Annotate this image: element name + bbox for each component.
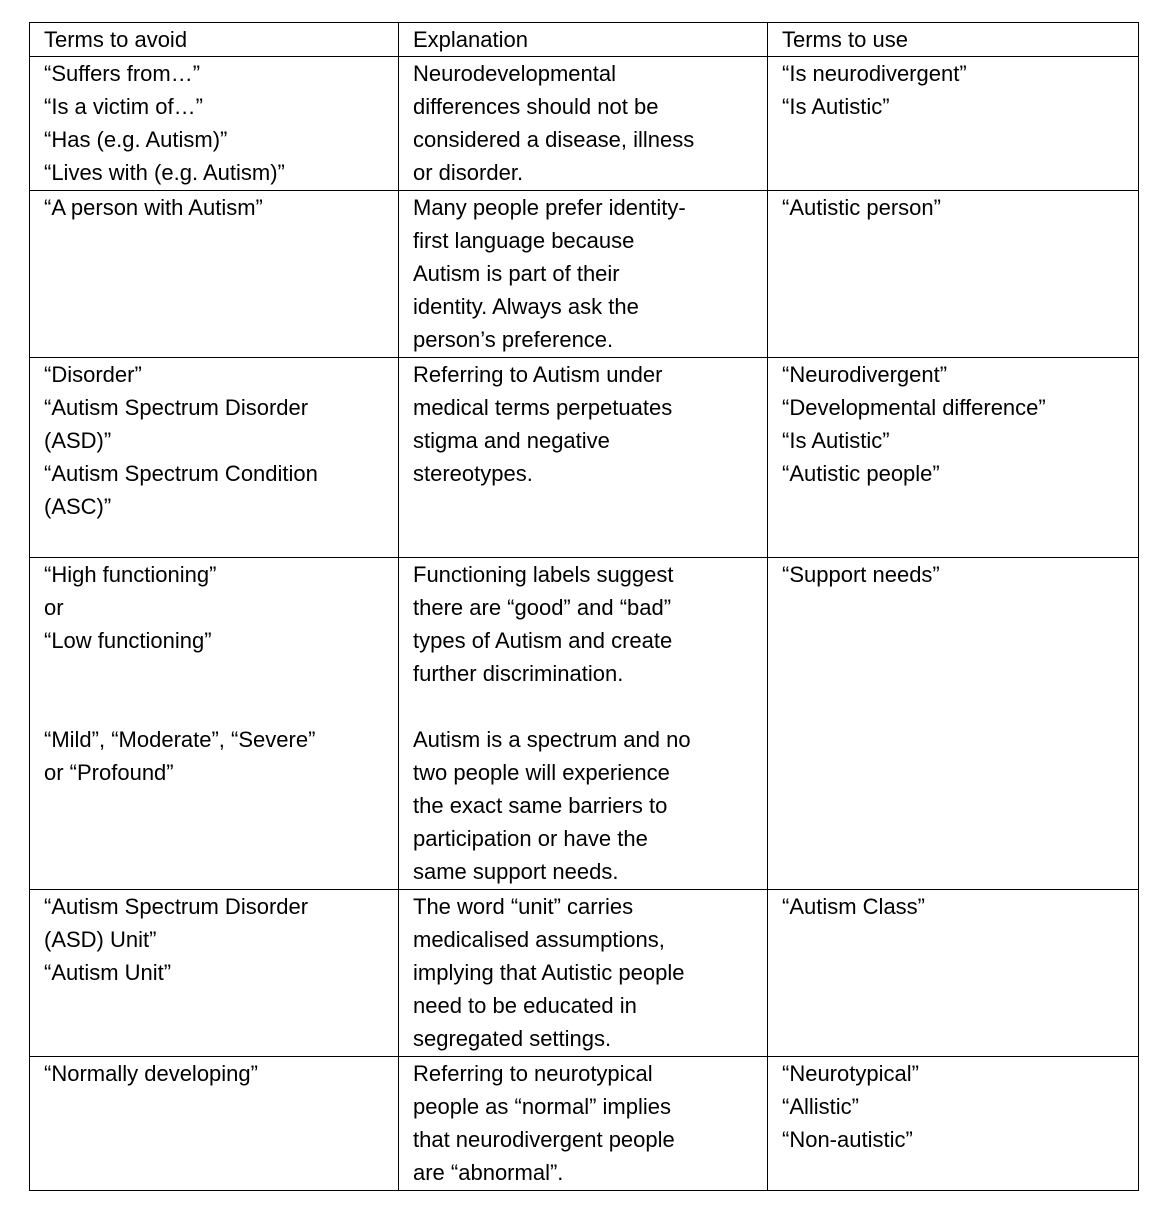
avoid-line: “High functioning” (44, 562, 217, 587)
explanation-line: person’s preference. (413, 327, 614, 352)
explanation-line: there are “good” and “bad” (413, 595, 672, 620)
avoid-line: “Disorder” (44, 362, 142, 387)
explanation-line: medicalised assumptions, (413, 927, 665, 952)
avoid-line: (ASD)” (44, 428, 112, 453)
avoid-line: “Lives with (e.g. Autism)” (44, 160, 285, 185)
explanation-line: people as “normal” implies (413, 1094, 671, 1119)
avoid-line: “Low functioning” (44, 628, 212, 653)
avoid-cell (30, 558, 399, 890)
header-terms-to-avoid: Terms to avoid (30, 23, 399, 57)
explanation-cell (399, 358, 768, 558)
use-line: “Is Autistic” (782, 94, 890, 119)
explanation-line: stigma and negative (413, 428, 610, 453)
use-line: “Is Autistic” (782, 428, 890, 453)
use-cell (768, 191, 1139, 358)
terminology-table (29, 22, 1139, 1191)
avoid-line (44, 690, 390, 723)
avoid-line: “Autism Spectrum Disorder (44, 395, 309, 420)
explanation-cell (399, 1057, 768, 1191)
explanation-line: segregated settings. (413, 1026, 612, 1051)
explanation-line: Neurodevelopmental (413, 61, 617, 86)
explanation-line: medical terms perpetuates (413, 395, 673, 420)
explanation-line: participation or have the (413, 826, 648, 851)
avoid-line: “Autism Spectrum Disorder (44, 894, 309, 919)
avoid-cell (30, 890, 399, 1057)
explanation-line: identity. Always ask the (413, 294, 639, 319)
use-cell (768, 558, 1139, 890)
explanation-line: Many people prefer identity- (413, 195, 686, 220)
use-line: “Support needs” (782, 562, 940, 587)
explanation-cell (399, 558, 768, 890)
avoid-line: (ASD) Unit” (44, 927, 157, 952)
explanation-line: need to be educated in (413, 993, 637, 1018)
explanation-line: or disorder. (413, 160, 524, 185)
use-line: “Autistic person” (782, 195, 941, 220)
use-line: “Developmental difference” (782, 395, 1046, 420)
explanation-cell (399, 191, 768, 358)
explanation-line: implying that Autistic people (413, 960, 685, 985)
header-terms-to-use: Terms to use (768, 23, 1139, 57)
use-line: “Neurodivergent” (782, 362, 948, 387)
use-cell (768, 890, 1139, 1057)
use-cell (768, 358, 1139, 558)
use-line: “Non-autistic” (782, 1127, 913, 1152)
avoid-line: or “Profound” (44, 760, 174, 785)
explanation-line: The word “unit” carries (413, 894, 634, 919)
avoid-cell (30, 1057, 399, 1191)
table-row (30, 890, 1139, 1057)
table-header-row (30, 23, 1139, 57)
use-line: “Is neurodivergent” (782, 61, 967, 86)
avoid-cell (30, 358, 399, 558)
explanation-line: same support needs. (413, 859, 619, 884)
explanation-cell (399, 890, 768, 1057)
header-explanation: Explanation (399, 23, 768, 57)
avoid-line: (ASC)” (44, 494, 112, 519)
explanation-line: Autism is a spectrum and no (413, 727, 691, 752)
avoid-line: “Mild”, “Moderate”, “Severe” (44, 727, 316, 752)
table-row (30, 358, 1139, 558)
explanation-line (413, 690, 759, 723)
avoid-line (44, 657, 390, 690)
explanation-line: Referring to neurotypical (413, 1061, 653, 1086)
avoid-cell (30, 57, 399, 191)
explanation-line: differences should not be (413, 94, 659, 119)
use-line: “Autism Class” (782, 894, 926, 919)
explanation-line: Referring to Autism under (413, 362, 663, 387)
avoid-cell (30, 191, 399, 358)
explanation-line: are “abnormal”. (413, 1160, 564, 1185)
table-row (30, 191, 1139, 358)
avoid-line: “Has (e.g. Autism)” (44, 127, 228, 152)
explanation-line: types of Autism and create (413, 628, 673, 653)
use-line: “Autistic people” (782, 461, 940, 486)
explanation-line: Functioning labels suggest (413, 562, 674, 587)
table-row (30, 57, 1139, 191)
avoid-line: “A person with Autism” (44, 195, 263, 220)
avoid-line: “Suffers from…” (44, 61, 201, 86)
avoid-line: “Is a victim of…” (44, 94, 203, 119)
table-row (30, 1057, 1139, 1191)
use-cell (768, 1057, 1139, 1191)
explanation-line: that neurodivergent people (413, 1127, 675, 1152)
explanation-line: Autism is part of their (413, 261, 620, 286)
explanation-line: the exact same barriers to (413, 793, 668, 818)
explanation-cell (399, 57, 768, 191)
avoid-line: “Autism Spectrum Condition (44, 461, 318, 486)
use-cell (768, 57, 1139, 191)
explanation-line: first language because (413, 228, 635, 253)
table-row (30, 558, 1139, 890)
avoid-line: or (44, 595, 64, 620)
avoid-line: “Autism Unit” (44, 960, 172, 985)
explanation-line: two people will experience (413, 760, 670, 785)
explanation-line: considered a disease, illness (413, 127, 695, 152)
avoid-line: “Normally developing” (44, 1061, 258, 1086)
use-line: “Neurotypical” (782, 1061, 919, 1086)
explanation-line: further discrimination. (413, 661, 624, 686)
explanation-line: stereotypes. (413, 461, 533, 486)
use-line: “Allistic” (782, 1094, 859, 1119)
